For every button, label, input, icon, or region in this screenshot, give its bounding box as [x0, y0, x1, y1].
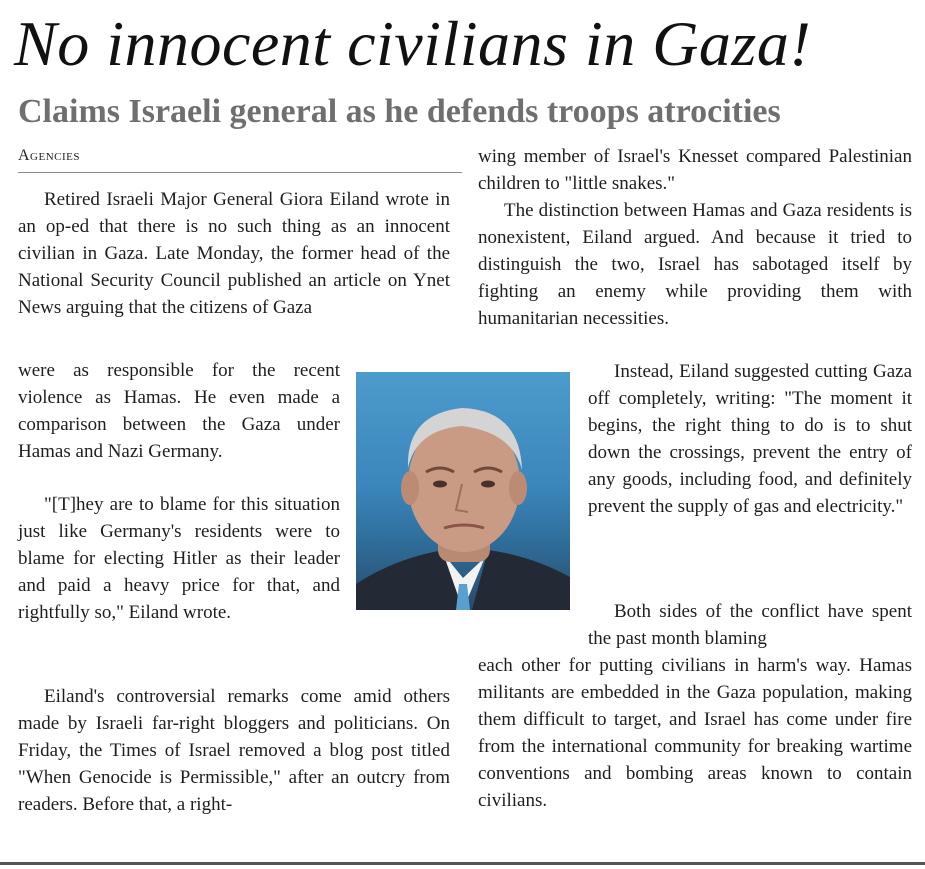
- left-paragraph-3: Eiland's controversial remarks come amid others made by Israeli far-right bloggers and politicians. On Friday, the Times of Israel removed a blog post titled "When Genocide is Permissible," after an outcry from readers. Before that, a right-: [18, 686, 450, 815]
- portrait-photo-icon: [356, 372, 570, 610]
- portrait-photo: [356, 372, 570, 610]
- left-paragraph-2: "[T]hey are to blame for this situation just like Germany's residents were to blame for electing Hitler as their leader and paid a heavy price for that, and rightfully so," Eiland wrote.: [18, 494, 340, 623]
- right-paragraph-2: The distinction between Hamas and Gaza residents is nonexistent, Eiland argued. And because it tried to distinguish the two, Israel has sabotaged itself by fighting an enemy while providing them with humanitarian necessities.: [478, 200, 912, 329]
- right-paragraph-4: Both sides of the conflict have spent the past month blaming: [588, 601, 912, 649]
- subheadline: Claims Israeli general as he defends troops atrocities: [18, 93, 781, 130]
- right-paragraph-3: Instead, Eiland suggested cutting Gaza off completely, writing: "The moment it begins, the right thing to do is to shut down the crossings, prevent the entry of any goods, including food, and definitely prevent the supply of gas and electricity.": [588, 361, 912, 517]
- right-paragraph-4-cont: each other for putting civilians in harm's way. Hamas militants are embedded in the Gaza population, making them difficult to target, and Israel has come under fire from the international community for breaking wartime conventions and bombing areas known to contain civilians.: [478, 655, 912, 811]
- bottom-divider: [0, 862, 925, 865]
- left-paragraph-1: Retired Israeli Major General Giora Eiland wrote in an op-ed that there is no such thing as an innocent civilian in Gaza. Late Monday, the former head of the National Security Council published an article on Ynet News arguing that the citizens of Gaza: [18, 189, 450, 318]
- right-paragraph-1: wing member of Israel's Knesset compared Palestinian children to "little snakes.": [478, 146, 912, 194]
- byline-divider: [18, 172, 462, 173]
- headline: No innocent civilians in Gaza!: [14, 8, 812, 79]
- left-paragraph-1-wrap: were as responsible for the recent violence as Hamas. He even made a comparison between the Gaza under Hamas and Nazi Germany.: [18, 360, 340, 462]
- byline: Agencies: [18, 147, 80, 164]
